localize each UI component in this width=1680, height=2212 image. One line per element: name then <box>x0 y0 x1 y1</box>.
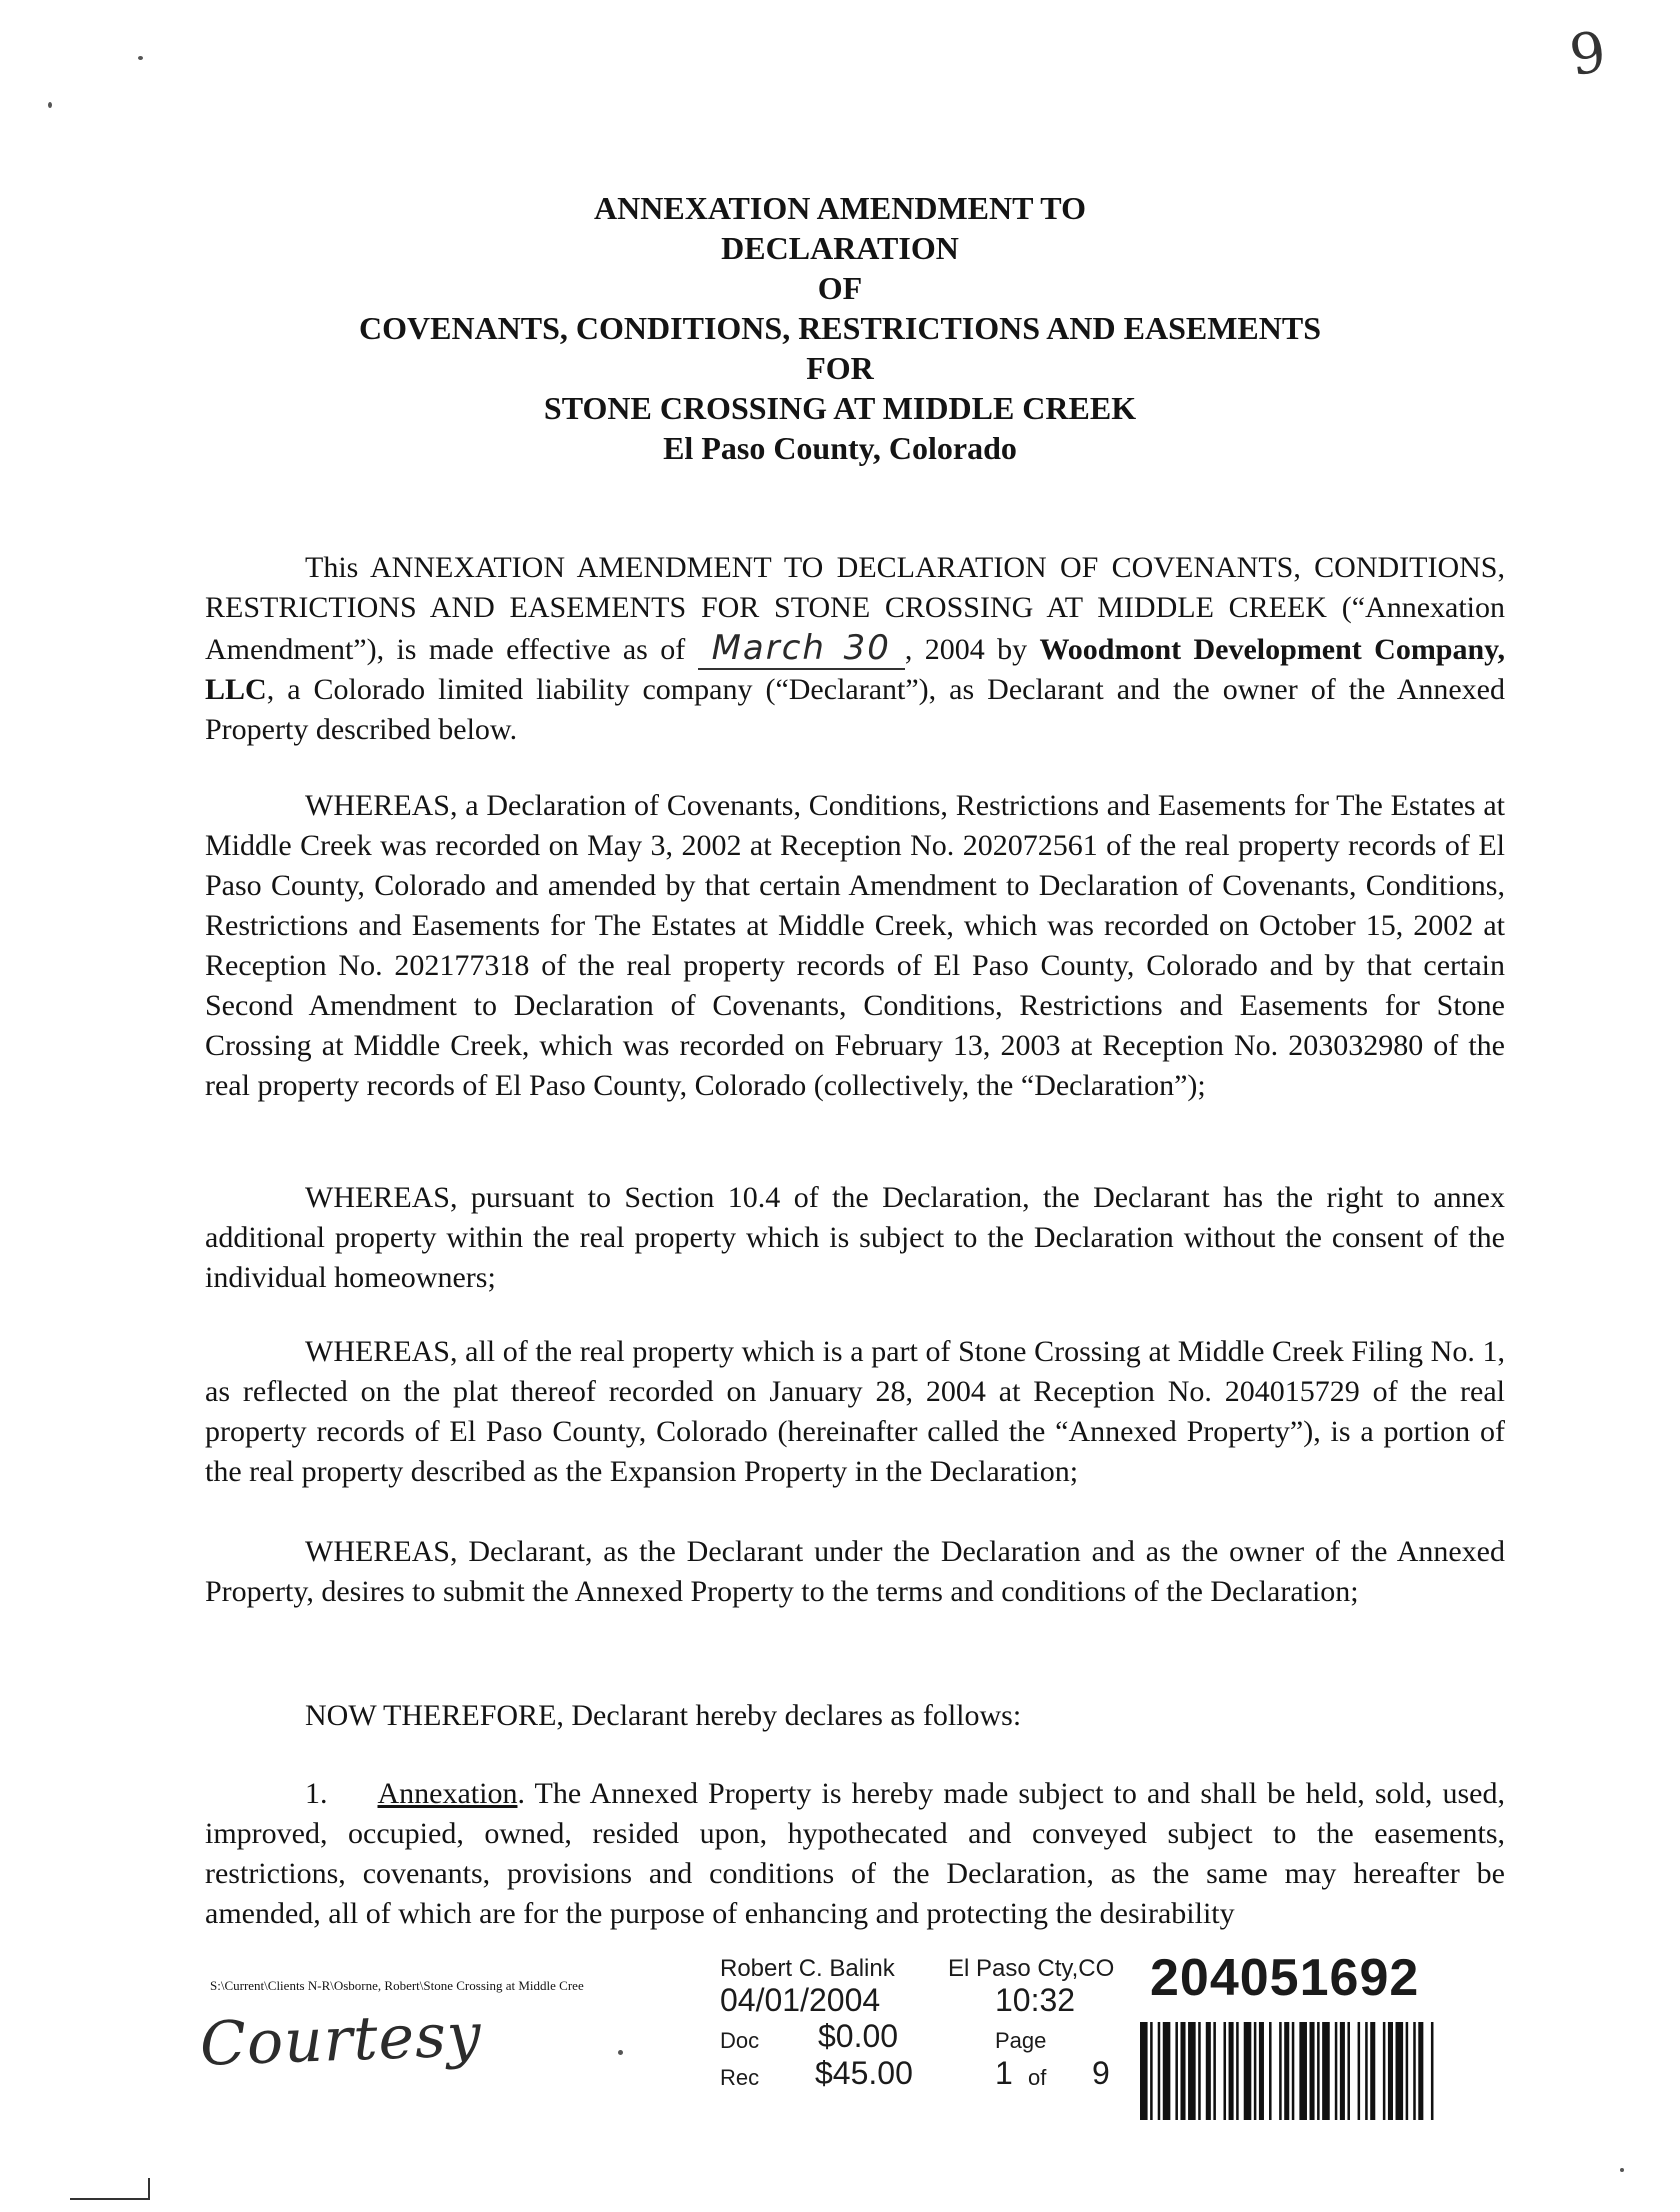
barcode-bar <box>1254 2022 1257 2120</box>
barcode-bar <box>1347 2022 1350 2120</box>
scan-speck <box>48 102 52 108</box>
handwritten-courtesy-note: Courtesy <box>198 2000 483 2080</box>
scan-speck <box>1620 2168 1624 2172</box>
reception-barcode <box>1140 2022 1436 2120</box>
barcode-bar <box>1358 2022 1361 2120</box>
recording-time: 10:32 <box>995 1982 1076 2018</box>
barcode-bar <box>1383 2022 1386 2120</box>
barcode-bar <box>1431 2022 1434 2120</box>
handwritten-date: March 30 <box>698 628 905 670</box>
intro-paragraph <box>205 548 1505 750</box>
barcode-bar <box>1213 2022 1216 2120</box>
barcode-bar <box>1413 2022 1416 2120</box>
barcode-bar <box>1335 2022 1338 2120</box>
barcode-bar <box>1223 2022 1226 2120</box>
barcode-bar <box>1269 2022 1272 2120</box>
barcode-bar <box>1418 2022 1423 2120</box>
intro-text: This ANNEXATION AMENDMENT TO DECLARATION OF COVENANTS, CONDITIONS, RESTRICTIONS AND EASEMENTS FOR STONE CROSSING AT MIDDLE CREEK (“Annexation Amendment”), is made effective as of <box>205 551 1505 666</box>
barcode-bar <box>1236 2022 1239 2120</box>
page-label: Page <box>995 2028 1047 2053</box>
whereas-text: WHEREAS, pursuant to Section 10.4 of the Declaration, the Declarant has the right to annex additional property within the real property which is subject to the Declaration without the consent of the individual homeowners; <box>205 1181 1505 1294</box>
barcode-bar <box>1340 2022 1345 2120</box>
section-1-paragraph <box>205 1774 1505 1934</box>
page-number: 1 <box>995 2055 1013 2091</box>
whereas-paragraph <box>205 786 1505 1106</box>
barcode-bar <box>1150 2022 1153 2120</box>
scan-speck <box>138 56 143 60</box>
barcode-bar <box>1299 2022 1307 2120</box>
recorder-name: Robert C. Balink <box>720 1955 895 1982</box>
title-line: FOR <box>806 350 874 386</box>
barcode-bar <box>1365 2022 1368 2120</box>
barcode-bar <box>1322 2022 1330 2120</box>
whereas-text: WHEREAS, all of the real property which is a part of Stone Crossing at Middle Creek Filing No. 1, as reflected on the plat thereof recorded on January 28, 2004 at Reception No. 204015729 of the real property records of El Paso County, Colorado (hereinafter called the “Annexed Property”), is a portion of the real property described as the Expansion Property in the Declaration; <box>205 1335 1505 1488</box>
barcode-bar <box>1180 2022 1185 2120</box>
scan-edge-line <box>148 2178 150 2200</box>
barcode-bar <box>1406 2022 1409 2120</box>
recorder-county: El Paso Cty,CO <box>948 1955 1115 1982</box>
barcode-bar <box>1388 2022 1393 2120</box>
section-number: 1. <box>305 1777 328 1810</box>
whereas-paragraph <box>205 1332 1505 1492</box>
intro-text: , a Colorado limited liability company (“Declarant”), as Declarant and the owner of the Annexed Property described below. <box>205 673 1505 746</box>
whereas-text: WHEREAS, Declarant, as the Declarant under the Declaration and as the owner of the Annexed Property, desires to submit the Annexed Property to the terms and conditions of the Declaration; <box>205 1535 1505 1608</box>
barcode-bar <box>1310 2022 1315 2120</box>
now-therefore-text: NOW THEREFORE, Declarant hereby declares as follows: <box>305 1699 1022 1732</box>
handwritten-page-number: 9 <box>1565 19 1610 90</box>
title-line: STONE CROSSING AT MIDDLE CREEK <box>543 390 1137 426</box>
now-therefore-paragraph <box>205 1696 1505 1736</box>
barcode-bar <box>1259 2022 1264 2120</box>
title-line: COVENANTS, CONDITIONS, RESTRICTIONS AND EASEMENTS <box>359 310 1321 346</box>
declarant-name: Woodmont Development Company, LLC <box>205 633 1506 706</box>
barcode-bar <box>1284 2022 1289 2120</box>
reception-number: 204051692 <box>1150 1949 1420 2007</box>
title-line: El Paso County, Colorado <box>663 430 1017 466</box>
barcode-bar <box>1244 2022 1252 2120</box>
document-title <box>0 188 1680 468</box>
barcode-bar <box>1158 2022 1161 2120</box>
rec-fee-label: Rec <box>720 2065 760 2090</box>
title-line: ANNEXATION AMENDMENT TO <box>594 190 1086 226</box>
barcode-bar <box>1163 2022 1171 2120</box>
whereas-paragraph <box>205 1178 1505 1298</box>
scan-edge-line <box>70 2198 148 2200</box>
barcode-bar <box>1317 2022 1320 2120</box>
barcode-bar <box>1175 2022 1178 2120</box>
section-text: . The Annexed Property is hereby made subject to and shall be held, sold, used, improved, occupied, owned, resided upon, hypothecated and conveyed subject to the easements, restrictions, covenants, provisions and conditions of the Declaration, as the same may hereafter be amended, all of which are for the purpose of enhancing and protecting the desirability <box>205 1777 1505 1930</box>
barcode-bar <box>1370 2022 1375 2120</box>
recording-date: 04/01/2004 <box>720 1982 881 2018</box>
barcode-bar <box>1198 2022 1201 2120</box>
barcode-bar <box>1229 2022 1234 2120</box>
barcode-bar <box>1396 2022 1404 2120</box>
intro-text: , 2004 by <box>904 633 1040 666</box>
doc-fee-label: Doc <box>720 2028 760 2053</box>
title-line: DECLARATION <box>721 230 959 266</box>
barcode-bar <box>1188 2022 1196 2120</box>
doc-fee: $0.00 <box>818 2018 899 2054</box>
barcode-bar <box>1140 2022 1148 2120</box>
barcode-bar <box>1206 2022 1211 2120</box>
barcode-bar <box>1279 2022 1282 2120</box>
barcode-bar <box>1292 2022 1295 2120</box>
file-path-footer: S:\Current\Clients N-R\Osborne, Robert\Stone Crossing at Middle Cree <box>210 1978 584 1993</box>
scan-speck <box>618 2050 623 2055</box>
page-total: 9 <box>1092 2055 1110 2091</box>
page-of-label: of <box>1028 2065 1047 2090</box>
whereas-text: WHEREAS, a Declaration of Covenants, Conditions, Restrictions and Easements for The Estates at Middle Creek was recorded on May 3, 2002 at Reception No. 202072561 of the real property records of El Paso County, Colorado and amended by that certain Amendment to Declaration of Covenants, Conditions, Restrictions and Easements for The Estates at Middle Creek, which was recorded on October 15, 2002 at Reception No. 202177318 of the real property records of El Paso County, Colorado and by that certain Second Amendment to Declaration of Covenants, Conditions, Restrictions and Easements for Stone Crossing at Middle Creek, which was recorded on February 13, 2003 at Reception No. 203032980 of the real property records of El Paso County, Colorado (collectively, the “Declaration”); <box>205 789 1505 1102</box>
title-line: OF <box>817 270 863 306</box>
section-heading: Annexation <box>377 1777 518 1810</box>
whereas-paragraph <box>205 1532 1505 1612</box>
rec-fee: $45.00 <box>815 2055 913 2091</box>
